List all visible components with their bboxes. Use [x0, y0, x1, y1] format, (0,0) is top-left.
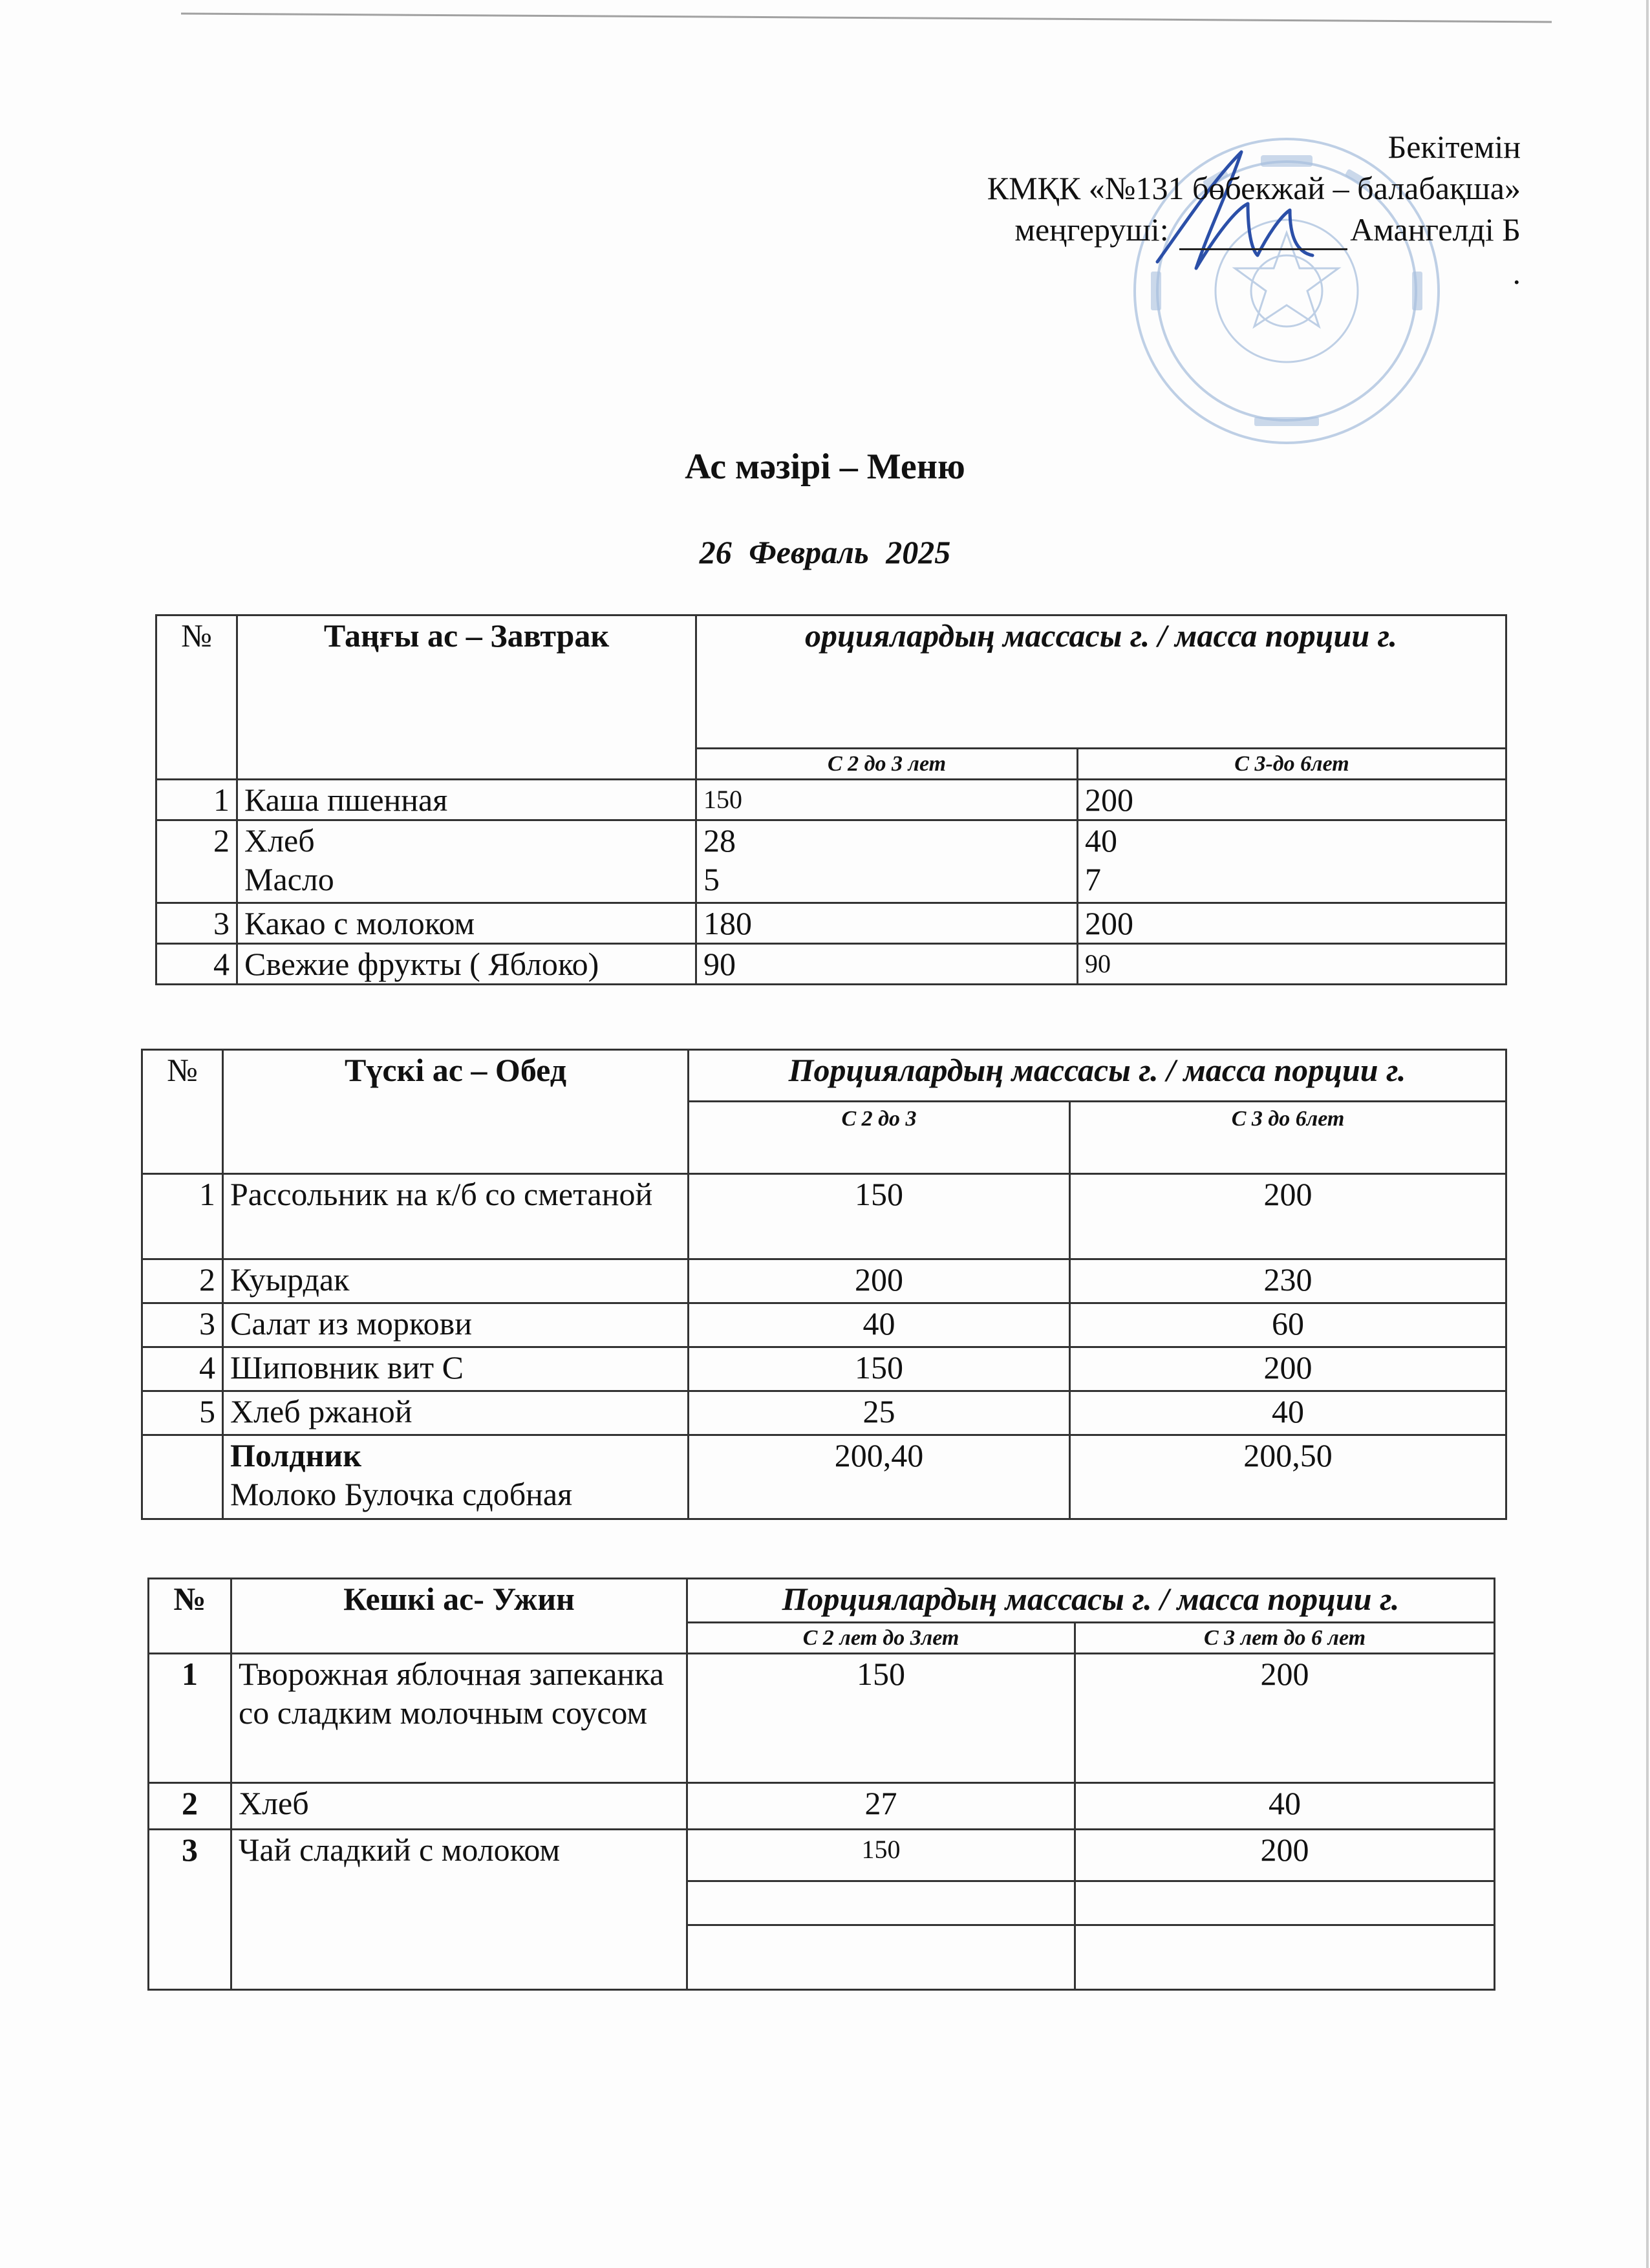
mass-age-2-3: 25	[689, 1391, 1070, 1435]
dish-name: Хлеб	[231, 1783, 687, 1830]
scan-top-edge	[181, 13, 1552, 23]
mass-age-2-3: 150	[687, 1830, 1075, 1881]
trailing-mark: .	[1512, 255, 1521, 291]
row-number: 1	[149, 1654, 231, 1783]
dish-bread: Хлеб	[244, 822, 315, 859]
row-number: 2	[149, 1783, 231, 1830]
empty-cell	[1075, 1881, 1495, 1925]
age-3-6-header: С 3-до 6лет	[1078, 749, 1506, 780]
lunch-title: Түскі ас – Обед	[223, 1050, 689, 1174]
dish-name: Куырдак	[223, 1259, 689, 1303]
row-number: 2	[156, 820, 237, 903]
row-number: 5	[142, 1391, 223, 1435]
mass-age-2-3: 150	[696, 780, 1078, 820]
mass-bread: 40	[1085, 822, 1117, 859]
empty-cell	[687, 1925, 1075, 1990]
dish-name: Творожная яблочная запеканка со сладким молочным соусом	[231, 1654, 687, 1783]
page-title: Ас мәзірі – Меню	[685, 447, 965, 487]
dinner-title: Кешкі ас- Ужин	[231, 1579, 687, 1654]
mass-age-3-6: 200	[1078, 903, 1506, 944]
portion-mass-header: Порциялардың массасы г. / масса порции г.	[689, 1050, 1506, 1102]
dish-name: Свежие фрукты ( Яблоко)	[237, 944, 696, 985]
row-number-empty	[142, 1435, 223, 1519]
col-num-header: №	[149, 1579, 231, 1654]
row-number: 3	[142, 1303, 223, 1347]
table-row	[149, 1783, 1495, 1830]
mass-age-2-3: 200,40	[689, 1435, 1070, 1519]
mass-age-3-6: 40	[1070, 1391, 1506, 1435]
row-number: 4	[142, 1347, 223, 1391]
approval-block	[987, 126, 1521, 291]
mass-age-2-3: 180	[696, 903, 1078, 944]
mass-age-3-6: 200	[1078, 780, 1506, 820]
mass-bread: 28	[703, 822, 736, 859]
role-prefix: меңгеруші:	[1014, 211, 1169, 248]
dish-name: Каша пшенная	[237, 780, 696, 820]
signature-line	[1179, 220, 1347, 250]
table-row	[156, 820, 1506, 903]
mass-age-3-6: 40	[1075, 1783, 1495, 1830]
portion-mass-header: орциялардың массасы г. / масса порции г.	[696, 615, 1506, 749]
snack-row	[142, 1435, 1506, 1519]
mass-age-2-3: 150	[687, 1654, 1075, 1783]
table-row	[149, 1654, 1495, 1783]
age-2-3-header: С 2 до 3	[689, 1102, 1070, 1174]
table-row	[156, 903, 1506, 944]
lunch-table	[141, 1049, 1507, 1520]
dish-name	[237, 820, 696, 903]
row-number: 3	[149, 1830, 231, 1990]
menu-date: 26 Февраль 2025	[699, 534, 951, 570]
mass-age-2-3	[696, 820, 1078, 903]
table-row	[142, 1174, 1506, 1259]
table-row	[142, 1259, 1506, 1303]
dish-name: Салат из моркови	[223, 1303, 689, 1347]
dish-butter: Масло	[244, 861, 334, 897]
mass-age-3-6: 60	[1070, 1303, 1506, 1347]
table-row	[142, 1391, 1506, 1435]
table-row	[149, 1830, 1495, 1881]
mass-age-2-3: 27	[687, 1783, 1075, 1830]
table-row	[156, 944, 1506, 985]
empty-cell	[1075, 1925, 1495, 1990]
dish-name: Чай сладкий с молоком	[231, 1830, 687, 1990]
row-number: 1	[156, 780, 237, 820]
row-number: 3	[156, 903, 237, 944]
snack-title: Полдник	[230, 1437, 362, 1473]
organization-name: КМҚК «№131 бөбекжай – балабақша»	[987, 170, 1521, 206]
dish-name: Хлеб ржаной	[223, 1391, 689, 1435]
head-line	[987, 209, 1521, 250]
mass-butter: 7	[1085, 861, 1101, 897]
snack-items: Молоко Булочка сдобная	[230, 1476, 573, 1512]
lunch-header-row	[142, 1050, 1506, 1102]
table-row	[142, 1303, 1506, 1347]
mass-age-2-3: 200	[689, 1259, 1070, 1303]
dinner-header-row	[149, 1579, 1495, 1623]
scan-right-edge	[1646, 0, 1649, 2268]
breakfast-header-row	[156, 615, 1506, 749]
dish-name: Рассольник на к/б со сметаной	[223, 1174, 689, 1259]
mass-age-2-3: 90	[696, 944, 1078, 985]
age-3-6-header: С 3 до 6лет	[1070, 1102, 1506, 1174]
mass-age-3-6: 200,50	[1070, 1435, 1506, 1519]
mass-age-2-3: 40	[689, 1303, 1070, 1347]
row-number: 2	[142, 1259, 223, 1303]
mass-age-2-3: 150	[689, 1174, 1070, 1259]
mass-age-2-3: 150	[689, 1347, 1070, 1391]
mass-age-3-6	[1078, 820, 1506, 903]
mass-age-3-6: 200	[1070, 1174, 1506, 1259]
table-row	[156, 780, 1506, 820]
head-name: Амангелді Б	[1350, 211, 1521, 248]
row-number: 1	[142, 1174, 223, 1259]
col-num-header: №	[142, 1050, 223, 1174]
row-number: 4	[156, 944, 237, 985]
snack-name	[223, 1435, 689, 1519]
mass-butter: 5	[703, 861, 720, 897]
breakfast-title: Таңғы ас – Завтрак	[237, 615, 696, 780]
age-2-3-header: С 2 до 3 лет	[696, 749, 1078, 780]
table-row	[142, 1347, 1506, 1391]
mass-age-3-6: 230	[1070, 1259, 1506, 1303]
dish-name: Какао с молоком	[237, 903, 696, 944]
col-num-header: №	[156, 615, 237, 780]
breakfast-table	[155, 614, 1507, 985]
age-3-6-header: С 3 лет до 6 лет	[1075, 1623, 1495, 1654]
approve-word: Бекітемін	[1388, 129, 1521, 165]
mass-age-3-6: 90	[1078, 944, 1506, 985]
mass-age-3-6: 200	[1075, 1830, 1495, 1881]
mass-age-3-6: 200	[1070, 1347, 1506, 1391]
mass-age-3-6: 200	[1075, 1654, 1495, 1783]
dish-name: Шиповник вит С	[223, 1347, 689, 1391]
dinner-table	[147, 1578, 1495, 1991]
empty-cell	[687, 1881, 1075, 1925]
age-2-3-header: С 2 лет до 3лет	[687, 1623, 1075, 1654]
portion-mass-header: Порциялардың массасы г. / масса порции г.	[687, 1579, 1495, 1623]
